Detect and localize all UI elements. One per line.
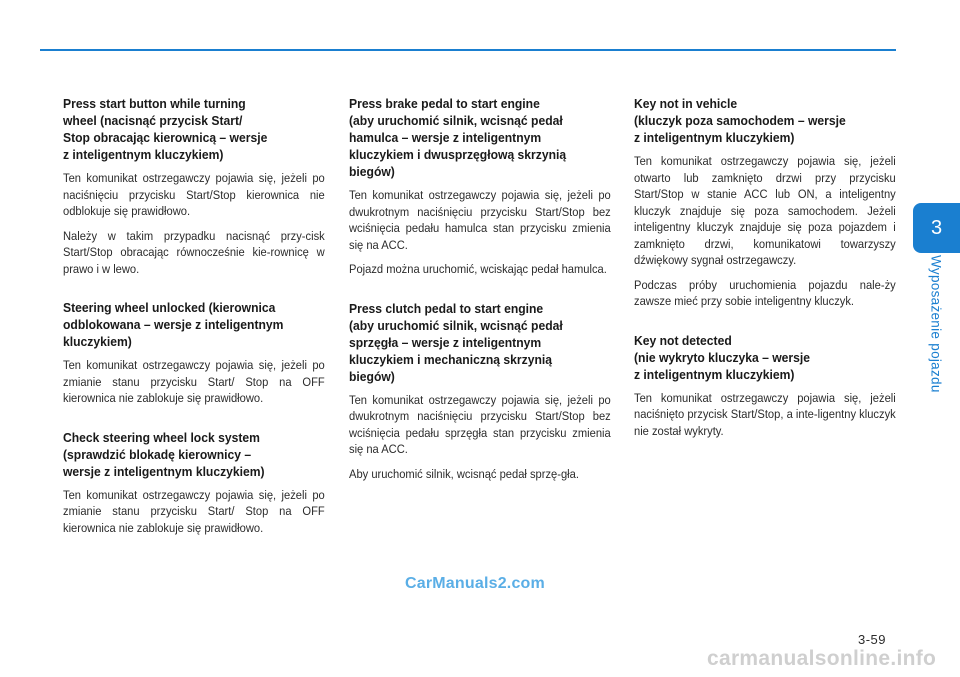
header-rule: [40, 49, 896, 51]
page-number: 3-59: [858, 632, 887, 647]
section-paragraph: Należy w takim przypadku nacisnąć przy-cisk Start/Stop obracając równocześnie kie-rownicę w prawo i w lewo.: [63, 228, 325, 276]
section-paragraph: Ten komunikat ostrzegawczy pojawia się, jeżeli po dwukrotnym naciśnięciu przycisku Start/Stop bez wciśnięcia pedału hamulca stan przycisku zmienia się na ACC.: [349, 188, 611, 252]
footer-watermark: carmanualsonline.info: [707, 647, 937, 670]
section-paragraph: Ten komunikat ostrzegawczy pojawia się, jeżeli po dwukrotnym naciśnięciu przycisku Start/Stop bez wciśnięcia pedału sprzęgła stan przycisku zmienia się na ACC.: [349, 392, 611, 456]
section-paragraph: Podczas próby uruchomienia pojazdu nale-ży zawsze mieć przy sobie inteligentny kluczyk.: [634, 277, 896, 308]
column-2: [349, 95, 611, 490]
chapter-title: Wyposażenie pojazdu: [928, 255, 944, 393]
chapter-number: 3: [930, 216, 943, 239]
section-heading: Press clutch pedal to start engine (aby uruchomić silnik, wcisnąć pedał sprzęgła – wersje z inteligentnym kluczykiem i mechaniczną skrzynią biegów): [349, 300, 563, 384]
section-heading: Key not in vehicle (kluczyk poza samochodem – wersje z inteligentnym kluczykiem): [634, 96, 846, 145]
watermark-carmanuals2: CarManuals2.com: [405, 575, 545, 592]
column-1: [63, 95, 325, 544]
chapter-title-vertical: [921, 255, 951, 405]
column-3: [634, 95, 896, 447]
chapter-number-tab: [913, 203, 960, 253]
section-heading: Steering wheel unlocked (kierownica odblokowana – wersje z inteligentnym kluczykiem): [63, 300, 284, 349]
section-paragraph: Ten komunikat ostrzegawczy pojawia się, jeżeli po zmianie stanu przycisku Start/ Stop na OFF kierownica nie zablokuje się prawidłowo.: [63, 487, 325, 535]
section-heading: Check steering wheel lock system (sprawdzić blokadę kierownicy – wersje z inteligentnym kluczykiem): [63, 429, 265, 479]
section-paragraph: Ten komunikat ostrzegawczy pojawia się, jeżeli naciśnięto przycisk Start/Stop, a inte-ligentny kluczyk nie został wykryty.: [634, 390, 896, 438]
section-paragraph: Ten komunikat ostrzegawczy pojawia się, jeżeli otwarto lub zamknięto drzwi przy przycisku Start/Stop w stanie ACC lub ON, a inteligentny kluczyk znajduje się poza samochodem. Jeżeli inteligentny kluczyk znajduje się poza pojazdem i zamknięto drzwi, komunikatowi towarzyszy dźwiękowy sygnał ostrzegawczy.: [634, 154, 896, 267]
section-heading: Press brake pedal to start engine (aby uruchomić silnik, wcisnąć pedał hamulca – wersje z inteligentnym kluczykiem i dwusprzęgłową skrzynią biegów): [349, 96, 567, 179]
section-paragraph: Ten komunikat ostrzegawczy pojawia się, jeżeli po zmianie stanu przycisku Start/ Stop na OFF kierownica nie zablokuje się prawidłowo.: [63, 358, 325, 405]
section-paragraph: Pojazd można uruchomić, wciskając pedał hamulca.: [349, 262, 607, 276]
section-heading: Key not detected (nie wykryto kluczyka – wersje z inteligentnym kluczykiem): [634, 332, 811, 382]
section-paragraph: Ten komunikat ostrzegawczy pojawia się, jeżeli po naciśnięciu przycisku Start/Stop kierownica nie odblokuje się prawidłowo.: [63, 171, 325, 218]
section-paragraph: Aby uruchomić silnik, wcisnąć pedał sprzę-gła.: [349, 466, 579, 481]
section-heading: Press start button while turning wheel (nacisnąć przycisk Start/ Stop obracając kierownicą – wersje z inteligentnym kluczykiem): [63, 96, 268, 162]
